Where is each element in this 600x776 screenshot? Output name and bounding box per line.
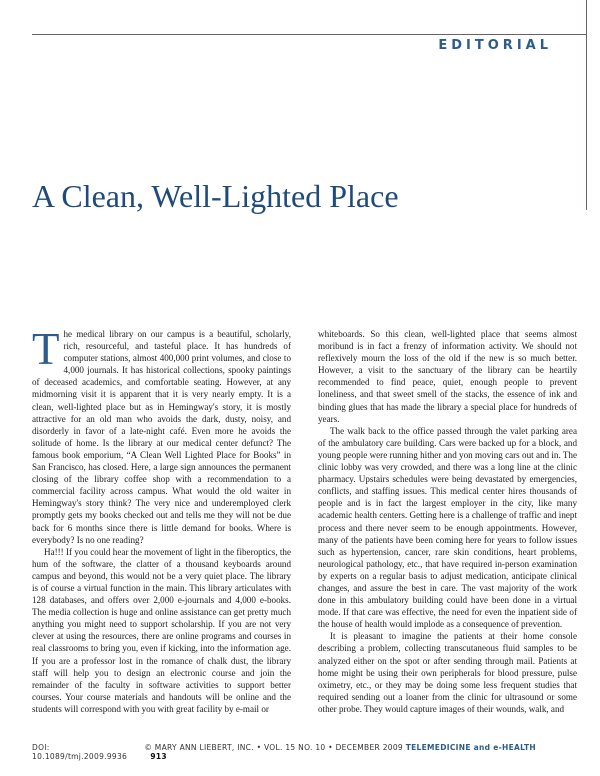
column-left — [32, 324, 291, 715]
paragraph — [32, 324, 291, 546]
header-rule — [32, 34, 587, 35]
page-footer — [32, 743, 550, 761]
vertical-rule — [586, 0, 587, 210]
footer-right — [144, 743, 550, 761]
publisher-info: © MARY ANN LIEBERT, INC. • VOL. 15 NO. 10 • DECEMBER 2009 — [144, 743, 404, 752]
section-label: EDITORIAL — [438, 38, 552, 53]
paragraph: It is pleasant to imagine the patients at their home console describing a problem, collecting transcutaneous fluid samples to be analyzed either on the spot or after sending through mail. Patients at home might be using their own peripherals for blood pressure, pulse oximetry, etc., or they may be doing some less frequent studies that required sending out a loaner from the clinic for ultrasound or some other probe. They would capture images of their wounds, walk, and — [318, 631, 577, 714]
article-title: A Clean, Well-Lighted Place — [32, 178, 399, 214]
column-right — [318, 328, 577, 715]
paragraph: whiteboards. So this clean, well-lighted place that seems almost moribund is in fact a frenzy of information activity. We should not reflexively mourn the loss of the old if the new is so much better. However, a visit to the sanctuary of the library can be heartily recommended to find peace, quiet, enough people to prevent loneliness, and that sweet smell of the stacks, the essence of ink and binding glues that has made the library a special place for hundreds of years. — [318, 329, 577, 424]
doi: DOI: 10.1089/tmj.2009.9936 — [32, 743, 128, 761]
paragraph-text: he medical library on our campus is a beautiful, scholarly, rich, resourceful, and tasteful place. It has hundreds of computer stations, almost 400,000 print volumes, and close to 4,000 journals. It has historical collections, spooky paintings of deceased academics, and comfortable seating. However, at any midmorning visit it is apparent that it is very nearly empty. It is a clean, well-lighted place but as in Hemingway's story, it is mostly attractive for an old man who avoids the dark, dusty, noisy, and disorderly in favor of a late-night café. Even more he avoids the solitude of home. Is the library at our medical center defunct? The famous book emporium, “A Clean Well Lighted Place for Books” in San Francisco, has closed. Here, a large sign announces the permanent closing of the library coffee shop with a recommendation to a commercial facility across campus. What would the old waiter in Hemingway's story think? The very nice and underemployed clerk promptly gets my books checked out and tells me they will not be due back for 6 months since there is little demand for books. Where is everybody? Is no one reading? — [32, 329, 291, 545]
journal-name: TELEMEDICINE and e-HEALTH — [405, 743, 536, 752]
paragraph: Ha!!! If you could hear the movement of light in the fiberoptics, the hum of the software, the clatter of a thousand keyboards around campus and beyond, this would not be a very quiet place. The library is of course a virtual function in the main. This library articulates with 128 databases, and offers over 2,000 e-journals and 4,000 e-books. The media collection is huge and online assistance can get pretty much anything you might need to support scholarship. If you are not very clever at using the resources, there are online programs and courses in real classrooms to bring you, even if kicking, into the information age. If you are a professor lost in the romance of chalk dust, the library staff will help you to design an electronic course and join the remainder of the faculty in software activities to support better courses. Your course materials and handouts will be online and the students will correspond with you with great facility by e-mail or — [32, 546, 291, 714]
paragraph: The walk back to the office passed through the valet parking area of the ambulatory care building. Cars were backed up for a block, and young people were running hither and yon moving cars out and in. The clinic lobby was very crowded, and there was a long line at the clinic pharmacy. Upstairs schedules were being devastated by emergencies, conflicts, and staffing issues. This medical center hires thousands of people and is in fact the largest employer in the city, like many academic health centers. Getting here is a challenge of traffic and inept process and there never seem to be enough appointments. However, many of the patients have been coming here for years to follow issues such as hypertension, cancer, rare skin conditions, heart problems, neurological pathology, etc., that have required in-person examination by experts on a regular basis to adjust medication, anticipate clinical changes, and assure the best in care. The vast majority of the work done in this ambulatory building could have been done in a virtual mode. If that care was effective, the need for even the inpatient side of the house of health would implode as a consequence of prevention. — [318, 425, 577, 630]
page-number: 913 — [150, 752, 167, 761]
article-body — [32, 324, 577, 715]
drop-cap: T — [32, 324, 60, 374]
